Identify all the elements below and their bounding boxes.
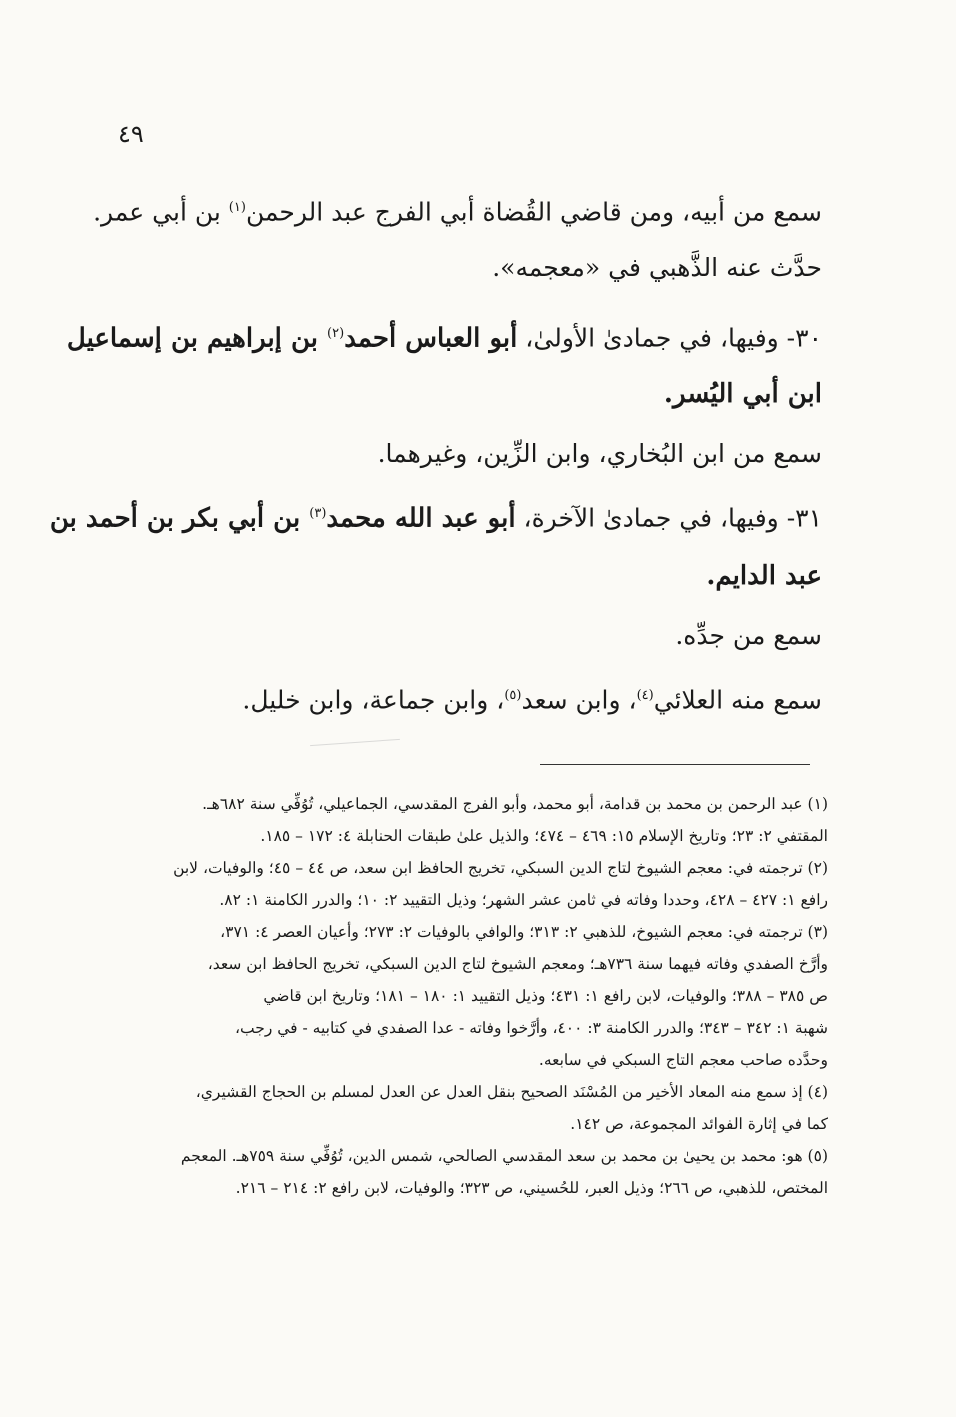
footnote-line: كما في إثارة الفوائد المجموعة، ص ١٤٢. (570, 1115, 828, 1133)
text-line-5: سمع من ابن البُخاري، وابن الزِّين، وغيرهما. (377, 439, 822, 468)
footnote-line: (٢) ترجمته في: معجم الشيوخ لتاج الدين السبكي، تخريج الحافظ ابن سعد، ص ٤٤ – ٤٥؛ والوفيات، لابن (173, 859, 828, 877)
footnote-line: المختص، للذهبي، ص ٢٦٦؛ وذيل العبر، للحُسيني، ص ٣٢٣؛ والوفيات، لابن رافع ٢: ٢١٤ – ٢١٦. (235, 1179, 828, 1197)
scan-mark (310, 739, 400, 746)
footnote-line: شهبة ١: ٣٤٢ – ٣٤٣؛ والدرر الكامنة ٣: ٤٠٠، وأرَّخوا وفاته - عدا الصفدي في كتابيه - في رجب، (235, 1019, 828, 1037)
footnote-ref-5[interactable]: (٥) (504, 688, 522, 703)
footnote-line: وأرَّخ الصفدي وفاته فيهما سنة ٧٣٦هـ؛ ومعجم الشيوخ لتاج الدين السبكي، تخريج الحافظ ابن سعد، (207, 955, 828, 973)
footnote-ref-4[interactable]: (٤) (636, 688, 654, 703)
footnote-line: وحدَّده صاحب معجم التاج السبكي في سابعه. (538, 1051, 828, 1069)
footnote-ref-1[interactable]: (١) (228, 200, 246, 215)
text-line-8: سمع من جدِّه. (675, 621, 822, 650)
footnote-line: المقتفي ٢: ٢٣؛ وتاريخ الإسلام ١٥: ٤٦٩ – ٤٧٤؛ والذيل علىٰ طبقات الحنابلة ٤: ١٧٢ – ١٨٥. (260, 827, 828, 845)
footnote-line: (١) عبد الرحمن بن محمد بن قدامة، أبو محمد، وأبو الفرج المقدسي، الجماعيلي، تُوُفِّي سنة ٦٨٢هـ. (202, 795, 828, 813)
entry-30-heading: ٣٠- وفيها، في جمادىٰ الأولىٰ، أبو العباس أحمد$^{(٢)}$ بن إبراهيم بن إسماعيل (66, 323, 822, 354)
text-line-2: حدَّث عنه الذَّهبي في «معجمه». (492, 253, 822, 282)
footnote-separator (540, 764, 810, 765)
footnote-line: (٤) إذ سمع منه المعاد الأخير من المُسْنَد الصحيح بنقل العدل عن العدل لمسلم بن الحجاج القشيري، (195, 1083, 828, 1101)
footnote-line: (٥) هو: محمد بن يحيىٰ بن محمد بن سعد المقدسي الصالحي، شمس الدين، تُوُفِّي سنة ٧٥٩هـ. المعجم (180, 1147, 828, 1165)
page-number: ٤٩ (118, 120, 144, 148)
footnote-ref-2[interactable]: (٢) (327, 326, 345, 341)
main-text (49, 0, 822, 720)
text-line-9: سمع منه العلائي$^{(٤)}$، وابن سعد$^{(٥)}$، وابن جماعة، وابن خليل. (242, 685, 822, 715)
footnote-ref-3[interactable]: (٣) (309, 506, 327, 521)
footnote-line: ص ٣٨٥ – ٣٨٨؛ والوفيات، لابن رافع ١: ٤٣١؛ وذيل التقييد ١: ١٨٠ – ١٨١؛ وتاريخ ابن قاضي (263, 987, 828, 1005)
footnotes (118, 788, 828, 1204)
footnote-line: رافع ١: ٤٢٧ – ٤٢٨، وحددا وفاته في ثامن عشر الشهر؛ وذيل التقييد ٢: ١٠؛ والدرر الكامنة ١: ٨٢. (219, 891, 828, 909)
footnote-line: (٣) ترجمته في: معجم الشيوخ، للذهبي ٢: ٣١٣؛ والوافي بالوفيات ٢: ٢٧٣؛ وأعيان العصر ٤: ٣٧١، (220, 923, 828, 941)
entry-31-name-cont: عبد الدايم. (706, 561, 822, 591)
entry-31-heading: ٣١- وفيها، في جمادىٰ الآخرة، أبو عبد الله محمد$^{(٣)}$ بن أبي بكر بن أحمد بن (49, 503, 822, 534)
text-line-1: سمع من أبيه، ومن قاضي القُضاة أبي الفرج عبد الرحمن$^{(١)}$ بن أبي عمر. (93, 197, 822, 227)
entry-30-name-cont: ابن أبي اليُسر. (663, 379, 822, 409)
